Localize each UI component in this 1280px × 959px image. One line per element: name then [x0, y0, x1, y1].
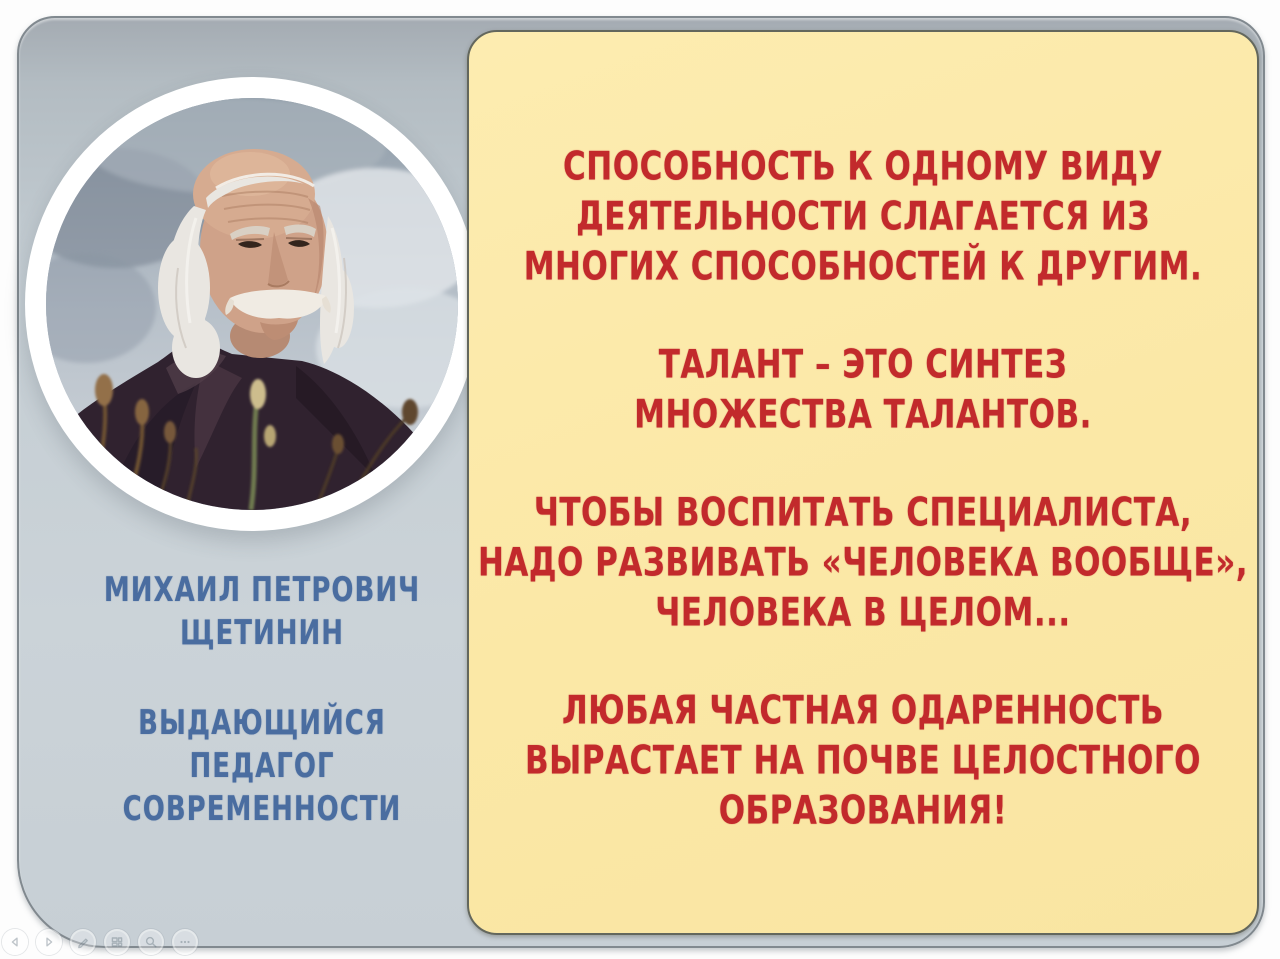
quote-paragraph: [469, 340, 1257, 440]
portrait-illustration: [46, 98, 458, 510]
slide: [17, 16, 1265, 948]
quote-line: ЛЮБАЯ ЧАСТНАЯ ОДАРЕННОСТЬ: [561, 688, 1165, 734]
quote-paragraph: [469, 686, 1257, 836]
presenter-toolbar: [2, 929, 198, 955]
quote-line: ЧЕЛОВЕКА В ЦЕЛОМ...: [655, 590, 1071, 636]
previous-slide-button[interactable]: [2, 929, 28, 955]
pen-button[interactable]: [70, 929, 96, 955]
quote-line: НАДО РАЗВИВАТЬ «ЧЕЛОВЕКА ВООБЩЕ»,: [477, 540, 1248, 586]
speaker-role: [47, 703, 477, 832]
speaker-role-line: СОВРЕМЕННОСТИ: [122, 790, 402, 830]
speaker-info: [47, 570, 477, 832]
pen-icon: [76, 935, 90, 949]
all-slides-icon: [110, 935, 124, 949]
quote-panel: [467, 30, 1259, 935]
quote-line: МНОГИХ СПОСОБНОСТЕЙ К ДРУГИМ.: [523, 244, 1203, 290]
next-slide-button[interactable]: [36, 929, 62, 955]
zoom-button[interactable]: [138, 929, 164, 955]
previous-slide-icon: [8, 935, 22, 949]
quote-text: [469, 32, 1257, 836]
speaker-role-line: ПЕДАГОГ: [189, 747, 335, 787]
quote-line: ТАЛАНТ – ЭТО СИНТЕЗ: [658, 342, 1068, 388]
quote-paragraph: [469, 142, 1257, 292]
all-slides-button[interactable]: [104, 929, 130, 955]
more-options-icon: [178, 935, 192, 949]
speaker-role-line: ВЫДАЮЩИЙСЯ: [138, 704, 386, 744]
quote-paragraph: [469, 488, 1257, 638]
next-slide-icon: [42, 935, 56, 949]
speaker-name-line: ЩЕТИНИН: [179, 614, 344, 654]
quote-line: ВЫРАСТАЕТ НА ПОЧВЕ ЦЕЛОСТНОГО: [525, 738, 1201, 784]
zoom-icon: [144, 935, 158, 949]
quote-line: МНОЖЕСТВА ТАЛАНТОВ.: [634, 392, 1092, 438]
quote-line: ОБРАЗОВАНИЯ!: [718, 788, 1008, 834]
quote-line: ЧТОБЫ ВОСПИТАТЬ СПЕЦИАЛИСТА,: [533, 490, 1193, 536]
quote-line: ДЕЯТЕЛЬНОСТИ СЛАГАЕТСЯ ИЗ: [576, 194, 1150, 240]
speaker-name: [47, 570, 477, 656]
portrait-frame: [25, 77, 479, 531]
quote-line: СПОСОБНОСТЬ К ОДНОМУ ВИДУ: [563, 144, 1163, 190]
more-options-button[interactable]: [172, 929, 198, 955]
speaker-name-line: МИХАИЛ ПЕТРОВИЧ: [103, 571, 421, 611]
portrait-photo: [46, 98, 458, 510]
